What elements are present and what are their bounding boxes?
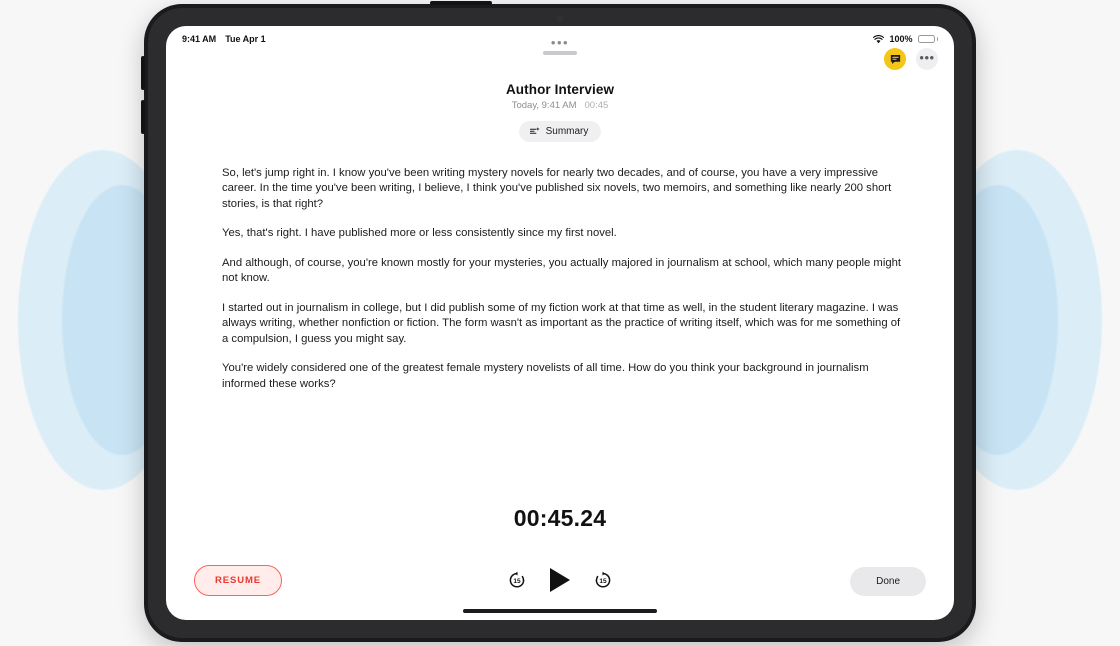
recording-duration: 00:45 [584, 100, 609, 111]
recording-meta [166, 100, 954, 111]
power-button[interactable] [430, 1, 492, 5]
transport-controls [166, 568, 954, 592]
summary-button[interactable] [519, 121, 602, 142]
transcript-paragraph: And although, of course, you're known mostly for your mysteries, you actually majored in journalism at school, which many people might not know. [222, 256, 902, 285]
status-date: Tue Apr 1 [225, 34, 266, 44]
status-time: 9:41 AM [182, 34, 217, 44]
transcript-bubble-icon[interactable] [884, 48, 906, 70]
front-camera [557, 15, 564, 22]
resume-button[interactable]: RESUME [194, 565, 282, 596]
more-ellipsis-icon[interactable]: ••• [916, 48, 938, 70]
recording-header [166, 82, 954, 142]
transcript-body [222, 166, 902, 406]
play-icon[interactable] [550, 568, 570, 592]
skip-forward-15-icon[interactable] [592, 569, 614, 591]
transcript-paragraph: You're widely considered one of the greatest female mystery novelists of all time. How do you think your background in journalism informed these works? [222, 362, 869, 390]
volume-down-button[interactable] [141, 100, 145, 134]
skip-back-15-icon[interactable] [506, 569, 528, 591]
home-indicator[interactable] [463, 609, 657, 613]
status-bar-left [182, 34, 266, 44]
summary-button-label: Summary [545, 126, 589, 137]
skip-back-label: 15 [513, 577, 521, 585]
done-button[interactable]: Done [850, 567, 926, 596]
transcript-paragraph: Yes, that's right. I have published more or less consistently since my first novel. [222, 227, 617, 240]
transcript-paragraph: I started out in journalism in college, but I did publish some of my fiction work at that time as well, in the student literary magazine. I was always writing, whether nonfiction or fiction. The form wasn't as important as the practice of writing itself, which was for me something of a compulsion, I guess you might say. [222, 301, 901, 345]
multitask-dots-icon[interactable]: ••• [550, 35, 570, 50]
status-bar-right [873, 34, 938, 44]
playback-timer: 00:45.24 [513, 505, 607, 531]
skip-forward-label: 15 [599, 577, 607, 585]
battery-percent-label: 100% [889, 34, 913, 44]
tablet-device [144, 4, 976, 642]
summary-button-row [166, 121, 954, 142]
recording-date: Today, 9:41 AM [511, 100, 577, 111]
volume-up-button[interactable] [141, 56, 145, 90]
top-actions [884, 48, 938, 70]
drag-grabber[interactable] [543, 51, 577, 55]
summary-sparkle-icon [529, 126, 540, 137]
wifi-icon [873, 35, 884, 44]
page-title: Author Interview [505, 82, 615, 97]
screen [166, 26, 954, 620]
battery-icon [918, 35, 939, 43]
transcript-paragraph: So, let's jump right in. I know you've been writing mystery novels for nearly two decades, and of course, you have a very impressive career. In the time you've been writing, I believe, I think you've published six novels, two memoirs, and something like nearly 200 short stories, is that right? [222, 167, 892, 210]
